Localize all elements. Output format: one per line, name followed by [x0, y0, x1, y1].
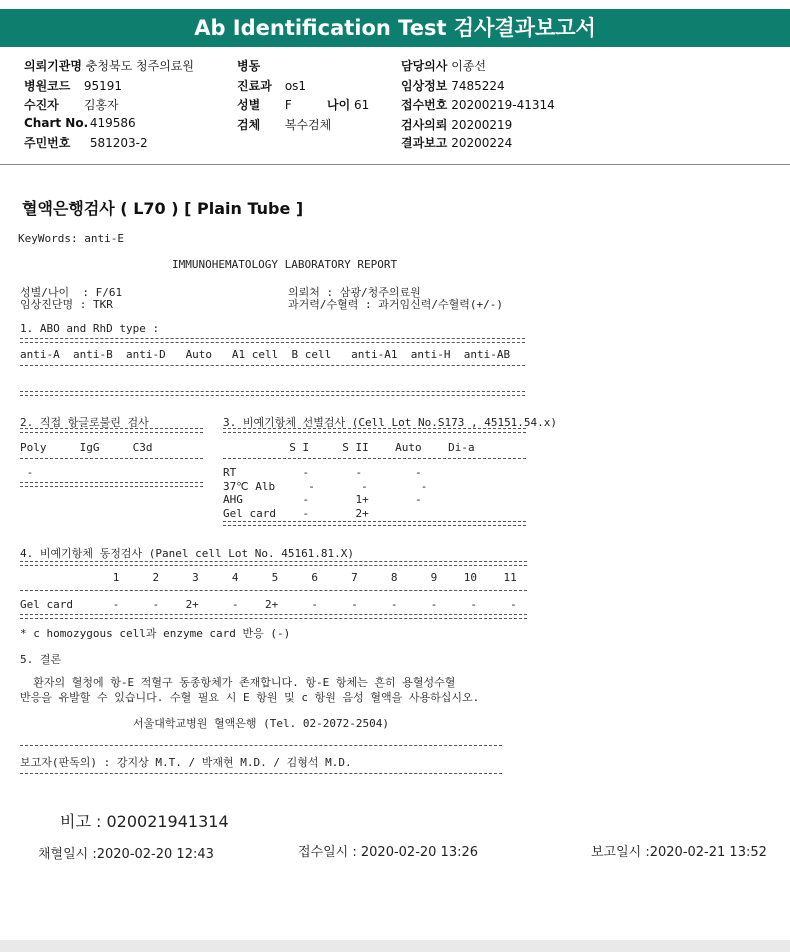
dat-headers: Poly IgG C3d [20, 441, 153, 454]
sex-field: 성별 F [237, 98, 292, 112]
screen-bottom-rule [223, 521, 526, 526]
screen-row-gel: Gel card - 2+ [223, 507, 369, 520]
panel-title: 4. 비예기항체 동정검사 (Panel cell Lot No. 45161.81.X) [20, 547, 355, 560]
hospital-code-field: 병원코드 95191 [24, 79, 123, 93]
reporter-bottom-rule [20, 773, 502, 774]
conclusion-line-2: 반응을 유발할 수 있습니다. 수혈 필요 시 E 항원 및 c 항원 음성 혈액을 사용하십시오. [20, 691, 480, 704]
conclusion-line-1: 환자의 혈청에 항-E 적혈구 동종항체가 존재합니다. 항-E 항체는 흔히 용혈성수혈 [20, 676, 456, 689]
panel-note: * c homozygous cell과 enzyme card 반응 (-) [20, 627, 291, 640]
blood-bank-info: 서울대학교병원 혈액은행 (Tel. 02-2072-2504) [133, 717, 389, 730]
panel-row: Gel card - - 2+ - 2+ - - - - - - [20, 598, 517, 611]
dat-values: - [20, 466, 34, 479]
clinical-info-field: 임상정보 7485224 [401, 79, 505, 93]
resident-no-field: 주민번호 581203-2 [24, 136, 148, 150]
reported-datetime: 보고일시 :2020-02-21 13:52 [591, 845, 767, 860]
reporters: 보고자(판독의) : 강지상 M.T. / 박재현 M.D. / 김형석 M.D. [20, 756, 352, 769]
dat-bottom-rule [20, 482, 203, 487]
report-title: Ab Identification Test 검사결과보고서 [0, 9, 790, 47]
abo-mid-rule [20, 365, 525, 366]
screen-headers: S I S II Auto Di-a [223, 441, 475, 454]
dat-mid-rule [20, 458, 203, 459]
bottom-bar [0, 940, 790, 952]
institution-field: 의뢰기관명 충청북도 청주의료원 [24, 59, 194, 73]
panel-mid-rule [20, 590, 527, 591]
chart-no-field: Chart No. 419586 [24, 116, 136, 130]
dat-top-rule [20, 428, 203, 433]
screen-top-rule [223, 428, 526, 433]
collected-datetime: 채혈일시 :2020-02-20 12:43 [38, 847, 214, 862]
history: 과거력/수혈력 : 과거임신력/수혈력(+/-) [288, 298, 503, 311]
screen-mid-rule [223, 458, 526, 459]
report-date-field: 결과보고 20200224 [401, 136, 513, 150]
abo-bottom-rule [20, 391, 525, 396]
conclusion-title: 5. 결론 [20, 653, 62, 666]
sex-age: 성별/나이 : F/61 [20, 286, 123, 299]
diagnosis: 임상진단명 : TKR [20, 298, 113, 311]
specimen-field: 검체 복수검체 [237, 118, 332, 132]
header-divider [0, 164, 790, 165]
panel-top-rule [20, 561, 527, 566]
abo-headers: anti-A anti-B anti-D Auto A1 cell B cell anti-A1 anti-H anti-AB [20, 348, 511, 361]
keywords: KeyWords: anti-E [18, 232, 124, 245]
received-datetime: 접수일시 : 2020-02-20 13:26 [298, 845, 479, 860]
section-title: 혈액은행검사 ( L70 ) [ Plain Tube ] [22, 199, 304, 218]
requester: 의뢰처 : 삼광/청주의료원 [288, 286, 421, 299]
screen-title: 3. 비예기항체 선별검사 (Cell Lot No.S173 , 45151.54.x) [223, 416, 558, 429]
abo-top-rule [20, 338, 525, 343]
dept-field: 진료과 os1 [237, 79, 307, 93]
reception-no-field: 접수번호 20200219-41314 [401, 98, 555, 112]
remark: 비고 : 020021941314 [60, 812, 229, 831]
lab-report-title: IMMUNOHEMATOLOGY LABORATORY REPORT [172, 258, 398, 271]
screen-row-ahg: AHG - 1+ - [223, 493, 422, 506]
panel-bottom-rule [20, 614, 527, 619]
screen-row-alb: 37℃ Alb - - - [223, 480, 428, 493]
screen-row-rt: RT - - - [223, 466, 422, 479]
abo-title: 1. ABO and RhD type : [20, 322, 160, 335]
panel-headers: 1 2 3 4 5 6 7 8 9 10 11 [20, 571, 517, 584]
dat-title: 2. 직접 항글로불린 검사 [20, 416, 149, 429]
ward-field: 병동 [237, 59, 261, 73]
request-field: 검사의뢰 20200219 [401, 118, 513, 132]
patient-field: 수진자 김홍자 [24, 98, 119, 112]
reporter-top-rule [20, 745, 502, 746]
doctor-field: 담당의사 이종선 [401, 59, 486, 73]
age-field: 나이 61 [327, 98, 370, 112]
